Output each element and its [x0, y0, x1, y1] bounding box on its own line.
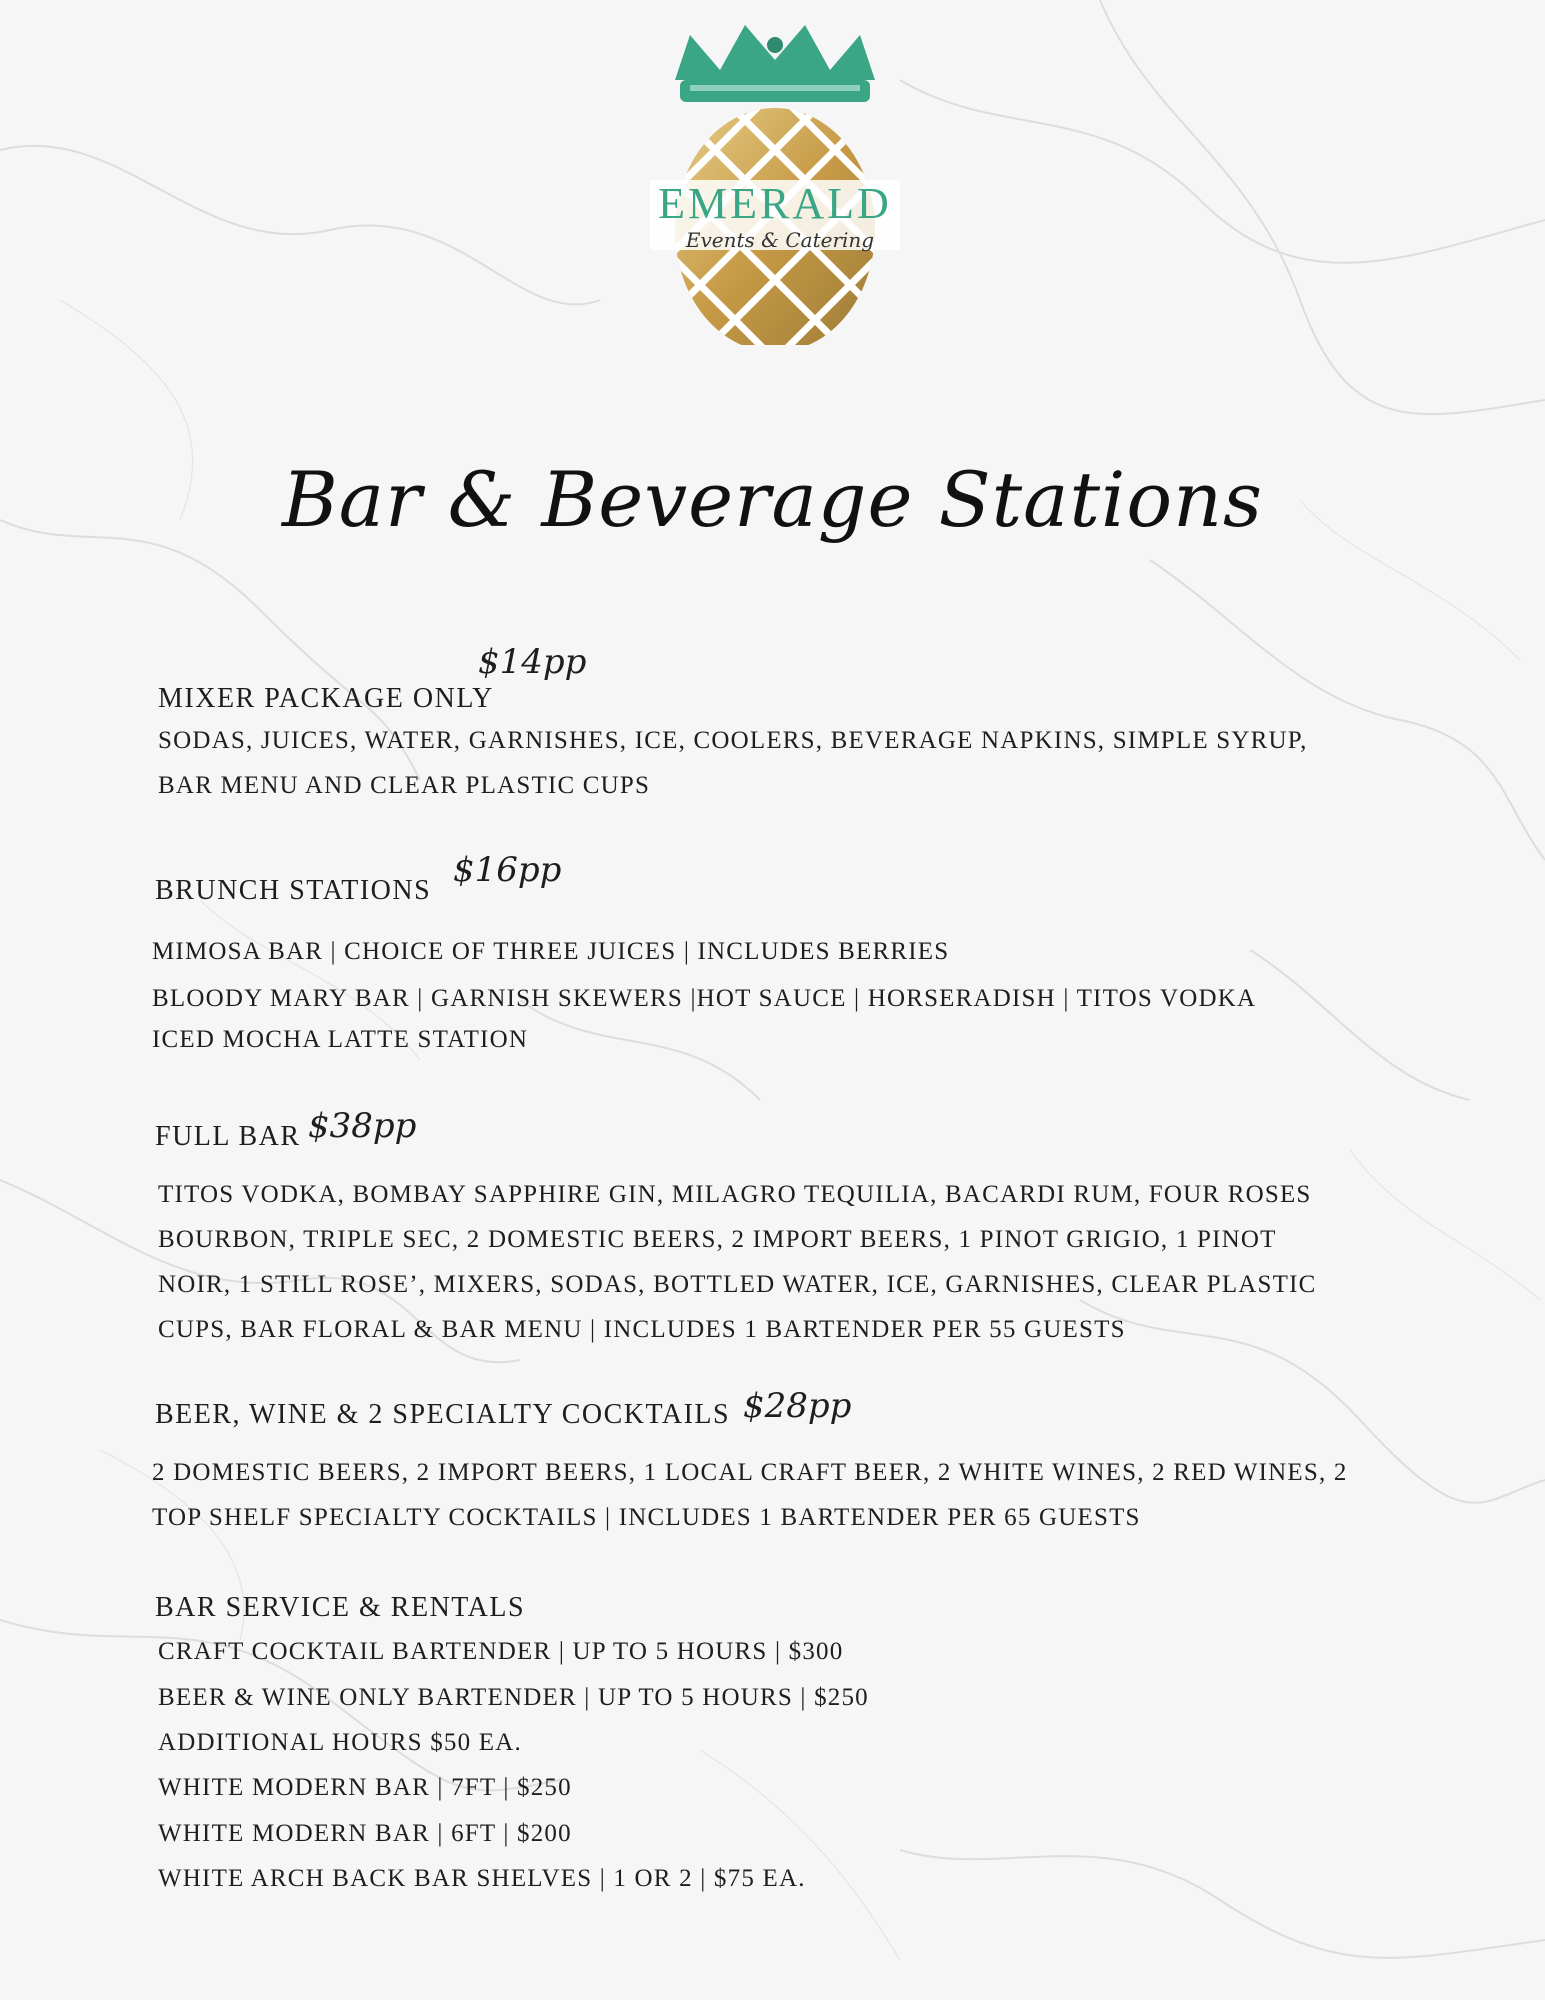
section-heading-beer-wine: BEER, WINE & 2 SPECIALTY COCKTAILS	[155, 1399, 731, 1430]
price-mixer: $14pp	[478, 642, 587, 682]
list-item: SODAS, JUICES, WATER, GARNISHES, ICE, COOLERS, BEVERAGE NAPKINS, SIMPLE SYRUP,	[158, 727, 1308, 754]
section-heading-rentals: BAR SERVICE & RENTALS	[155, 1592, 526, 1623]
list-item: BOURBON, TRIPLE SEC, 2 DOMESTIC BEERS, 2 IMPORT BEERS, 1 PINOT GRIGIO, 1 PINOT	[158, 1226, 1277, 1253]
list-item: ICED MOCHA LATTE STATION	[152, 1026, 529, 1053]
list-item: CUPS, BAR FLORAL & BAR MENU | INCLUDES 1 BARTENDER PER 55 GUESTS	[158, 1316, 1126, 1343]
brand-name: EMERALD	[658, 179, 892, 228]
list-item: TITOS VODKA, BOMBAY SAPPHIRE GIN, MILAGRO TEQUILIA, BACARDI RUM, FOUR ROSES	[158, 1181, 1312, 1208]
list-item: 2 DOMESTIC BEERS, 2 IMPORT BEERS, 1 LOCAL CRAFT BEER, 2 WHITE WINES, 2 RED WINES, 2	[152, 1459, 1348, 1486]
emerald-logo	[630, 15, 920, 345]
page-title: Bar & Beverage Stations	[281, 455, 1264, 544]
section-heading-brunch: BRUNCH STATIONS	[155, 875, 432, 906]
section-heading-mixer: MIXER PACKAGE ONLY	[158, 683, 494, 714]
list-item: WHITE ARCH BACK BAR SHELVES | 1 OR 2 | $75 EA.	[158, 1865, 806, 1892]
list-item: ADDITIONAL HOURS $50 EA.	[158, 1729, 522, 1756]
list-item: BLOODY MARY BAR | GARNISH SKEWERS |HOT SAUCE | HORSERADISH | TITOS VODKA	[152, 985, 1257, 1012]
price-beer-wine: $28pp	[743, 1386, 852, 1426]
section-heading-full-bar: FULL BAR	[155, 1121, 301, 1152]
list-item: TOP SHELF SPECIALTY COCKTAILS | INCLUDES 1 BARTENDER PER 65 GUESTS	[152, 1504, 1141, 1531]
list-item: WHITE MODERN BAR | 6FT | $200	[158, 1820, 572, 1847]
list-item: MIMOSA BAR | CHOICE OF THREE JUICES | INCLUDES BERRIES	[152, 938, 950, 965]
list-item: CRAFT COCKTAIL BARTENDER | UP TO 5 HOURS | $300	[158, 1638, 844, 1665]
list-item: NOIR, 1 STILL ROSE’, MIXERS, SODAS, BOTTLED WATER, ICE, GARNISHES, CLEAR PLASTIC	[158, 1271, 1317, 1298]
brand-tagline: Events & Catering	[685, 228, 875, 252]
crown-icon	[675, 25, 875, 102]
list-item: BAR MENU AND CLEAR PLASTIC CUPS	[158, 772, 651, 799]
price-full-bar: $38pp	[308, 1106, 417, 1146]
price-brunch: $16pp	[453, 850, 562, 890]
list-item: BEER & WINE ONLY BARTENDER | UP TO 5 HOURS | $250	[158, 1684, 869, 1711]
list-item: WHITE MODERN BAR | 7FT | $250	[158, 1774, 572, 1801]
